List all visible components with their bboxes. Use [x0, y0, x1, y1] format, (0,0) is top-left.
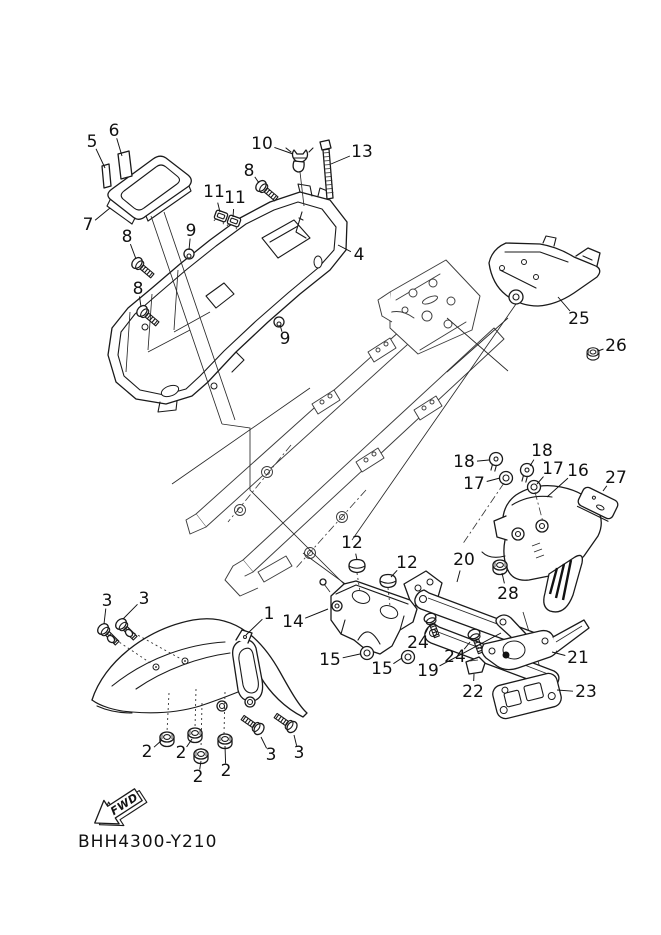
callout-25 [558, 297, 590, 329]
clip-11-icon [213, 210, 228, 225]
callout-10 [251, 134, 293, 154]
callout-2 [142, 740, 162, 762]
svg-text:24: 24 [407, 633, 429, 653]
callout-3 [294, 735, 305, 763]
part-23-plate [491, 672, 563, 721]
callout-27 [603, 468, 627, 491]
svg-text:2: 2 [192, 767, 204, 787]
callout-3 [102, 591, 113, 624]
part-5-strip [102, 164, 111, 188]
svg-text:4: 4 [353, 245, 365, 265]
screw-3-icon [239, 713, 266, 737]
fwd-arrow [87, 781, 151, 838]
frame-grommet [235, 467, 348, 559]
svg-text:3: 3 [101, 591, 113, 611]
svg-text:8: 8 [243, 161, 255, 181]
svg-text:5: 5 [86, 132, 98, 152]
cap-12-icon [349, 560, 365, 573]
part-22-damper [466, 657, 485, 674]
svg-text:1: 1 [263, 604, 275, 624]
nut-2-icon [188, 728, 202, 743]
screw-9-icon [184, 249, 194, 259]
callout-14 [282, 609, 328, 632]
callout-2 [221, 746, 232, 781]
svg-text:12: 12 [341, 533, 363, 553]
callout-3 [123, 589, 149, 619]
svg-text:16: 16 [567, 461, 589, 481]
callout-20 [453, 550, 475, 582]
svg-text:2: 2 [175, 743, 187, 763]
callout-2 [193, 761, 204, 787]
part-14-bracket [320, 579, 417, 654]
callout-23 [557, 682, 597, 702]
callout-17 [537, 459, 564, 484]
svg-text:8: 8 [121, 227, 133, 247]
callout-18 [453, 452, 489, 472]
svg-text:17: 17 [542, 459, 564, 479]
callout-9 [280, 325, 291, 349]
svg-text:15: 15 [371, 659, 393, 679]
svg-text:12: 12 [396, 553, 418, 573]
nut-2-icon [160, 732, 174, 747]
cap-12-icon [380, 575, 396, 588]
svg-text:20: 20 [453, 550, 475, 570]
svg-text:18: 18 [531, 441, 553, 461]
screw-9-icon [274, 317, 284, 327]
svg-text:15: 15 [319, 650, 341, 670]
callout-17 [463, 474, 500, 494]
callout-7 [83, 208, 110, 235]
grommet-17-icon [500, 472, 513, 485]
callout-2 [176, 739, 192, 763]
svg-text:23: 23 [575, 682, 597, 702]
svg-text:26: 26 [605, 336, 627, 356]
callout-15 [371, 658, 402, 679]
callout-11 [203, 182, 225, 212]
grommet-15-icon [361, 647, 374, 660]
svg-text:25: 25 [568, 309, 590, 329]
callout-12 [341, 533, 363, 560]
svg-text:22: 22 [462, 682, 484, 702]
callout-13 [331, 142, 373, 164]
rivet-18-icon [487, 451, 504, 472]
svg-text:3: 3 [265, 745, 277, 765]
svg-text:6: 6 [108, 121, 120, 141]
callout-26 [598, 336, 627, 356]
svg-text:8: 8 [132, 279, 144, 299]
svg-text:14: 14 [282, 612, 304, 632]
tie-13-icon [320, 140, 333, 199]
callout-9 [186, 221, 197, 250]
callout-11 [224, 188, 246, 217]
callout-5 [87, 132, 105, 168]
svg-text:9: 9 [185, 221, 197, 241]
callout-8 [244, 161, 259, 183]
svg-text:28: 28 [497, 584, 519, 604]
svg-text:3: 3 [138, 589, 150, 609]
svg-text:11: 11 [203, 182, 225, 202]
svg-text:17: 17 [463, 474, 485, 494]
svg-text:11: 11 [224, 188, 246, 208]
svg-text:13: 13 [351, 142, 373, 162]
callout-12 [391, 553, 418, 577]
screw-3-icon [272, 711, 299, 735]
part-6-strip [118, 151, 132, 179]
fwd-label: FWD [108, 790, 141, 819]
svg-text:9: 9 [279, 329, 291, 349]
svg-text:2: 2 [141, 742, 153, 762]
svg-text:24: 24 [444, 647, 466, 667]
callout-3 [261, 737, 276, 765]
part-25-bracket [489, 236, 600, 306]
svg-text:3: 3 [293, 743, 305, 763]
svg-text:27: 27 [605, 468, 627, 488]
callout-1 [246, 604, 274, 635]
svg-text:10: 10 [251, 134, 273, 154]
svg-text:7: 7 [82, 215, 94, 235]
svg-text:18: 18 [453, 452, 475, 472]
svg-text:2: 2 [220, 761, 232, 781]
callout-6 [109, 121, 122, 156]
callout-15 [319, 650, 360, 670]
callout-8 [122, 227, 136, 259]
svg-text:19: 19 [417, 661, 439, 681]
svg-text:21: 21 [567, 648, 589, 668]
nut-28-icon [493, 560, 507, 575]
nut-26-icon [587, 348, 599, 360]
callout-22 [462, 674, 484, 702]
drawing-code: BHH4300-Y210 [78, 832, 218, 852]
